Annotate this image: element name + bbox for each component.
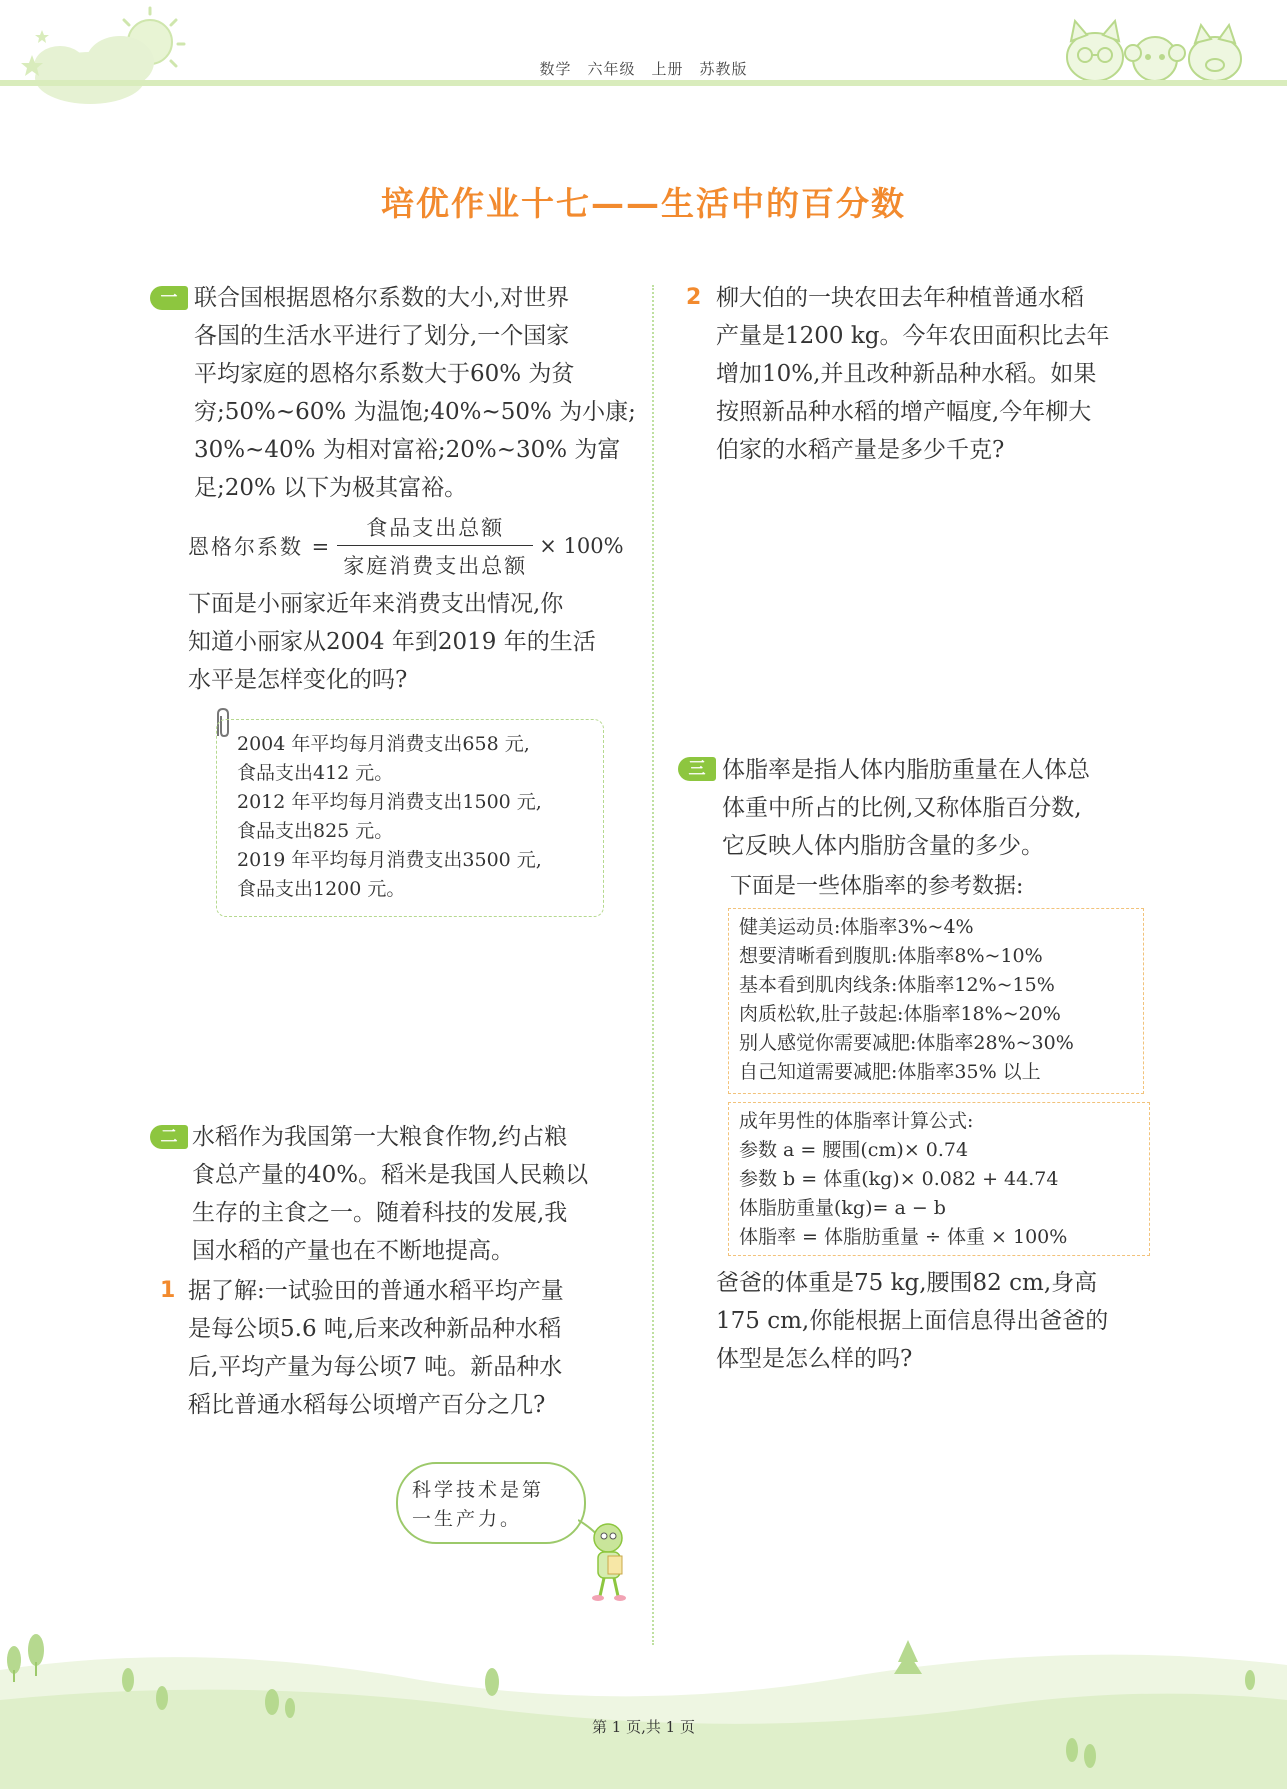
section-3-question (716, 1264, 1108, 1378)
column-divider (652, 285, 654, 1645)
text-line: 30%~40% 为相对富裕;20%~30% 为富 (194, 437, 621, 463)
formula-line: 成年男性的体脂率计算公式: (739, 1110, 974, 1132)
section-1-question (188, 585, 596, 699)
text-line: 食总产量的40%。稻米是我国人民赖以 (192, 1162, 589, 1188)
section-2-intro (192, 1118, 588, 1270)
section-3-badge (678, 757, 716, 781)
text-line: 联合国根据恩格尔系数的大小,对世界 (194, 285, 570, 311)
text-line: 水平是怎样变化的吗? (188, 667, 408, 693)
text-line: 体型是怎么样的吗? (716, 1346, 913, 1372)
formula-label: 恩格尔系数 = (188, 535, 332, 559)
header-subject-line (0, 58, 1287, 79)
text-line: 增加10%,并且改种新品种水稻。如果 (716, 361, 1097, 387)
text-line: 柳大伯的一块农田去年种植普通水稻 (716, 285, 1084, 311)
text-line: 下面是小丽家近年来消费支出情况,你 (188, 591, 564, 617)
text-line: 水稻作为我国第一大粮食作物,约占粮 (192, 1124, 568, 1150)
header-grade: 六年级 (587, 60, 636, 78)
question-1-text (188, 1272, 564, 1424)
section-2-number: 二 (150, 1125, 188, 1149)
cartoon-character-icon (578, 1510, 634, 1602)
text-line: 175 cm,你能根据上面信息得出爸爸的 (716, 1308, 1109, 1334)
ref-line: 基本看到肌肉线条:体脂率12%~15% (739, 974, 1055, 996)
question-2-number: 2 (686, 285, 702, 310)
consumption-data-box (216, 719, 604, 917)
text-line: 国水稻的产量也在不断地提高。 (192, 1238, 514, 1264)
text-line: 稻比普通水稻每公顷增产百分之几? (188, 1392, 546, 1418)
box-line: 食品支出825 元。 (237, 820, 394, 842)
box-line: 2004 年平均每月消费支出658 元, (237, 733, 530, 755)
section-3-intro (722, 751, 1090, 865)
section-2-badge (150, 1125, 188, 1149)
formula-line: 参数 a = 腰围(cm)× 0.74 (739, 1139, 969, 1161)
speech-bubble (396, 1462, 586, 1544)
ref-line: 肉质松软,肚子鼓起:体脂率18%~20% (739, 1003, 1061, 1025)
text-line: 据了解:一试验田的普通水稻平均产量 (188, 1278, 564, 1304)
text-line: 它反映人体内脂肪含量的多少。 (722, 833, 1044, 859)
text-line: 穷;50%~60% 为温饱;40%~50% 为小康; (194, 399, 636, 425)
text-line: 体重中所占的比例,又称体脂百分数, (722, 795, 1082, 821)
text-line: 各国的生活水平进行了划分,一个国家 (194, 323, 570, 349)
formula-line: 体脂肪重量(kg)= a − b (739, 1197, 946, 1219)
header-subject: 数学 (539, 60, 572, 78)
header-rule (0, 80, 1287, 86)
ref-line: 自己知道需要减肥:体脂率35% 以上 (739, 1061, 1041, 1083)
reference-title: 下面是一些体脂率的参考数据: (730, 874, 1024, 899)
ref-line: 想要清晰看到腹肌:体脂率8%~10% (739, 945, 1043, 967)
section-3-number: 三 (678, 757, 716, 781)
box-line: 2012 年平均每月消费支出1500 元, (237, 791, 542, 813)
text-line: 按照新品种水稻的增产幅度,今年柳大 (716, 399, 1092, 425)
text-line: 产量是1200 kg。今年农田面积比去年 (716, 323, 1110, 349)
box-line: 食品支出412 元。 (237, 762, 394, 784)
page-footer: 第 1 页,共 1 页 (592, 1718, 695, 1736)
ref-line: 健美运动员:体脂率3%~4% (739, 916, 974, 938)
formula-denominator: 家庭消费支出总额 (343, 554, 528, 578)
box-line: 2019 年平均每月消费支出3500 元, (237, 849, 542, 871)
bubble-line: 一生产力。 (412, 1508, 523, 1530)
formula-line: 体脂率 = 体脂肪重量 ÷ 体重 × 100% (739, 1226, 1068, 1248)
text-line: 足;20% 以下为极其富裕。 (194, 475, 468, 501)
header-term: 上册 (651, 60, 684, 78)
engel-formula (188, 512, 624, 580)
footer-landscape (0, 1620, 1287, 1789)
box-line: 食品支出1200 元。 (237, 878, 406, 900)
text-line: 平均家庭的恩格尔系数大于60% 为贫 (194, 361, 575, 387)
formula-numerator: 食品支出总额 (337, 512, 533, 546)
ref-line: 别人感觉你需要减肥:体脂率28%~30% (739, 1032, 1074, 1054)
section-1-badge (150, 286, 188, 310)
formula-factor: × 100% (539, 534, 624, 558)
question-2-text (716, 279, 1110, 469)
text-line: 体脂率是指人体内脂肪重量在人体总 (722, 757, 1090, 783)
text-line: 爸爸的体重是75 kg,腰围82 cm,身高 (716, 1270, 1098, 1296)
formula-line: 参数 b = 体重(kg)× 0.082 + 44.74 (739, 1168, 1059, 1190)
text-line: 知道小丽家从2004 年到2019 年的生活 (188, 629, 596, 655)
text-line: 生存的主食之一。随着科技的发展,我 (192, 1200, 568, 1226)
formula-box (728, 1102, 1150, 1256)
text-line: 是每公顷5.6 吨,后来改种新品种水稻 (188, 1316, 562, 1342)
page-title: 培优作业十七——生活中的百分数 (381, 184, 906, 223)
question-1-number: 1 (160, 1278, 176, 1303)
text-line: 伯家的水稻产量是多少千克? (716, 437, 1005, 463)
section-1-number: 一 (150, 286, 188, 310)
section-1-intro (194, 279, 636, 507)
reference-data-box (728, 908, 1144, 1094)
text-line: 后,平均产量为每公顷7 吨。新品种水 (188, 1354, 563, 1380)
bubble-line: 科学技术是第 (412, 1479, 545, 1501)
header-edition: 苏教版 (699, 60, 748, 78)
